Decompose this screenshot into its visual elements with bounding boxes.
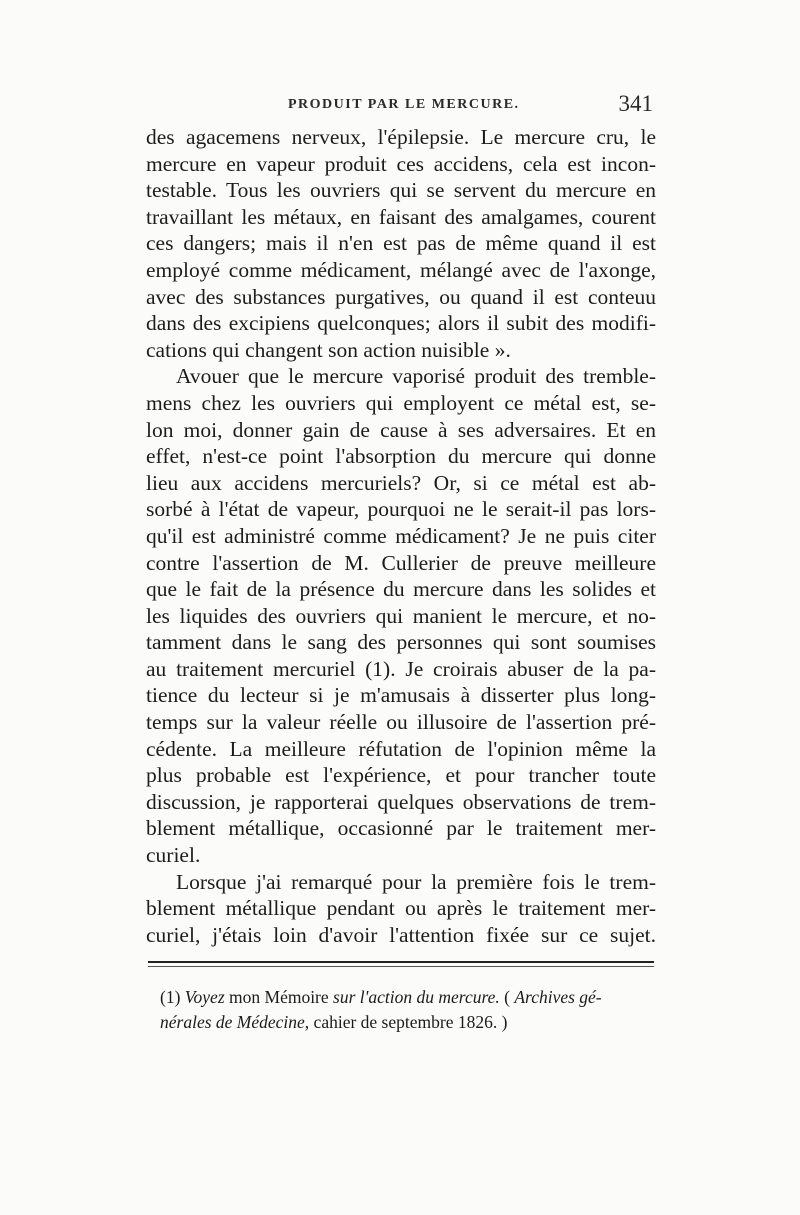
text-line: curiel. — [146, 843, 201, 868]
text-line: cations qui changent son action nuisible ». — [146, 337, 511, 362]
footnote-paren: ( — [504, 987, 510, 1007]
text-line: Lorsque j'ai remarqué pour la première fois le trem- — [176, 869, 656, 894]
text-line: curiel, j'étais loin d'avoir l'attention fixée sur ce sujet. — [146, 922, 656, 947]
footnote-journal-a: Archives gé- — [514, 987, 602, 1007]
text-line: testable. Tous les ouvriers qui se servent du mercure en — [146, 178, 656, 203]
text-line: qu'il est administré comme médicament? Je ne puis citer — [146, 523, 656, 548]
text-line: ces dangers; mais il n'en est pas de même quand il est — [146, 231, 656, 256]
text-line: discussion, je rapporterai quelques observations de trem- — [146, 789, 656, 814]
footnote-see: Voyez — [184, 987, 225, 1007]
text-line: dans des excipiens quelconques; alors il subit des modifi- — [146, 311, 656, 336]
text-line: les liquides des ouvriers qui manient le mercure, et no- — [146, 603, 656, 628]
running-head — [148, 93, 653, 121]
footnote-rule — [148, 961, 654, 963]
footnote-line-1 — [160, 985, 656, 1010]
footnote-text-a: mon Mémoire — [229, 987, 329, 1007]
text-line: au traitement mercuriel (1). Je croirais abuser de la pa- — [146, 656, 656, 681]
text-line: sorbé à l'état de vapeur, pourquoi ne le serait-il pas lors- — [146, 497, 656, 522]
footnote-line-2 — [160, 1010, 656, 1035]
text-line: mens chez les ouvriers qui employent ce métal est, se- — [146, 390, 656, 415]
page-number: 341 — [618, 91, 653, 116]
text-line: tamment dans le sang des personnes qui sont soumises — [146, 630, 656, 655]
text-line: cédente. La meilleure réfutation de l'opinion même la — [146, 736, 656, 761]
footnote-marker: (1) — [160, 987, 181, 1007]
text-line: mercure en vapeur produit ces accidens, cela est incon- — [146, 151, 656, 176]
text-line: effet, n'est-ce point l'absorption du mercure qui donne — [146, 444, 656, 469]
body-text — [146, 124, 656, 948]
text-line: tience du lecteur si je m'amusais à disserter plus long- — [146, 683, 656, 708]
text-line: blement métallique pendant ou après le traitement mer- — [146, 896, 656, 921]
text-line: lieu aux accidens mercuriels? Or, si ce métal est ab- — [146, 470, 656, 495]
text-line: blement métallique, occasionné par le traitement mer- — [146, 816, 656, 841]
running-title: PRODUIT PAR LE MERCURE. — [288, 97, 520, 112]
footnote-title: sur l'action du mercure. — [333, 987, 500, 1007]
text-line: des agacemens nerveux, l'épilepsie. Le mercure cru, le — [146, 125, 656, 149]
text-line: Avouer que le mercure vaporisé produit des tremble- — [176, 364, 656, 389]
text-line: avec des substances purgatives, ou quand il est conteuu — [146, 284, 656, 309]
footnote-text-b: , cahier de septembre 1826. ) — [304, 1012, 508, 1032]
footnote-rule-thin — [148, 966, 654, 967]
footnote — [160, 985, 656, 1035]
text-line: employé comme médicament, mélangé avec de l'axonge, — [146, 257, 656, 282]
text-line: temps sur la valeur réelle ou illusoire de l'assertion pré- — [146, 710, 656, 735]
text-line: lon moi, donner gain de cause à ses adversaires. Et en — [146, 417, 656, 442]
text-line: contre l'assertion de M. Cullerier de preuve meilleure — [146, 550, 656, 575]
text-line: plus probable est l'expérience, et pour trancher toute — [146, 763, 656, 788]
text-line: travaillant les métaux, en faisant des amalgames, courent — [146, 204, 656, 229]
text-line: que le fait de la présence du mercure dans les solides et — [146, 577, 656, 602]
footnote-journal-b: nérales de Médecine — [160, 1012, 305, 1032]
